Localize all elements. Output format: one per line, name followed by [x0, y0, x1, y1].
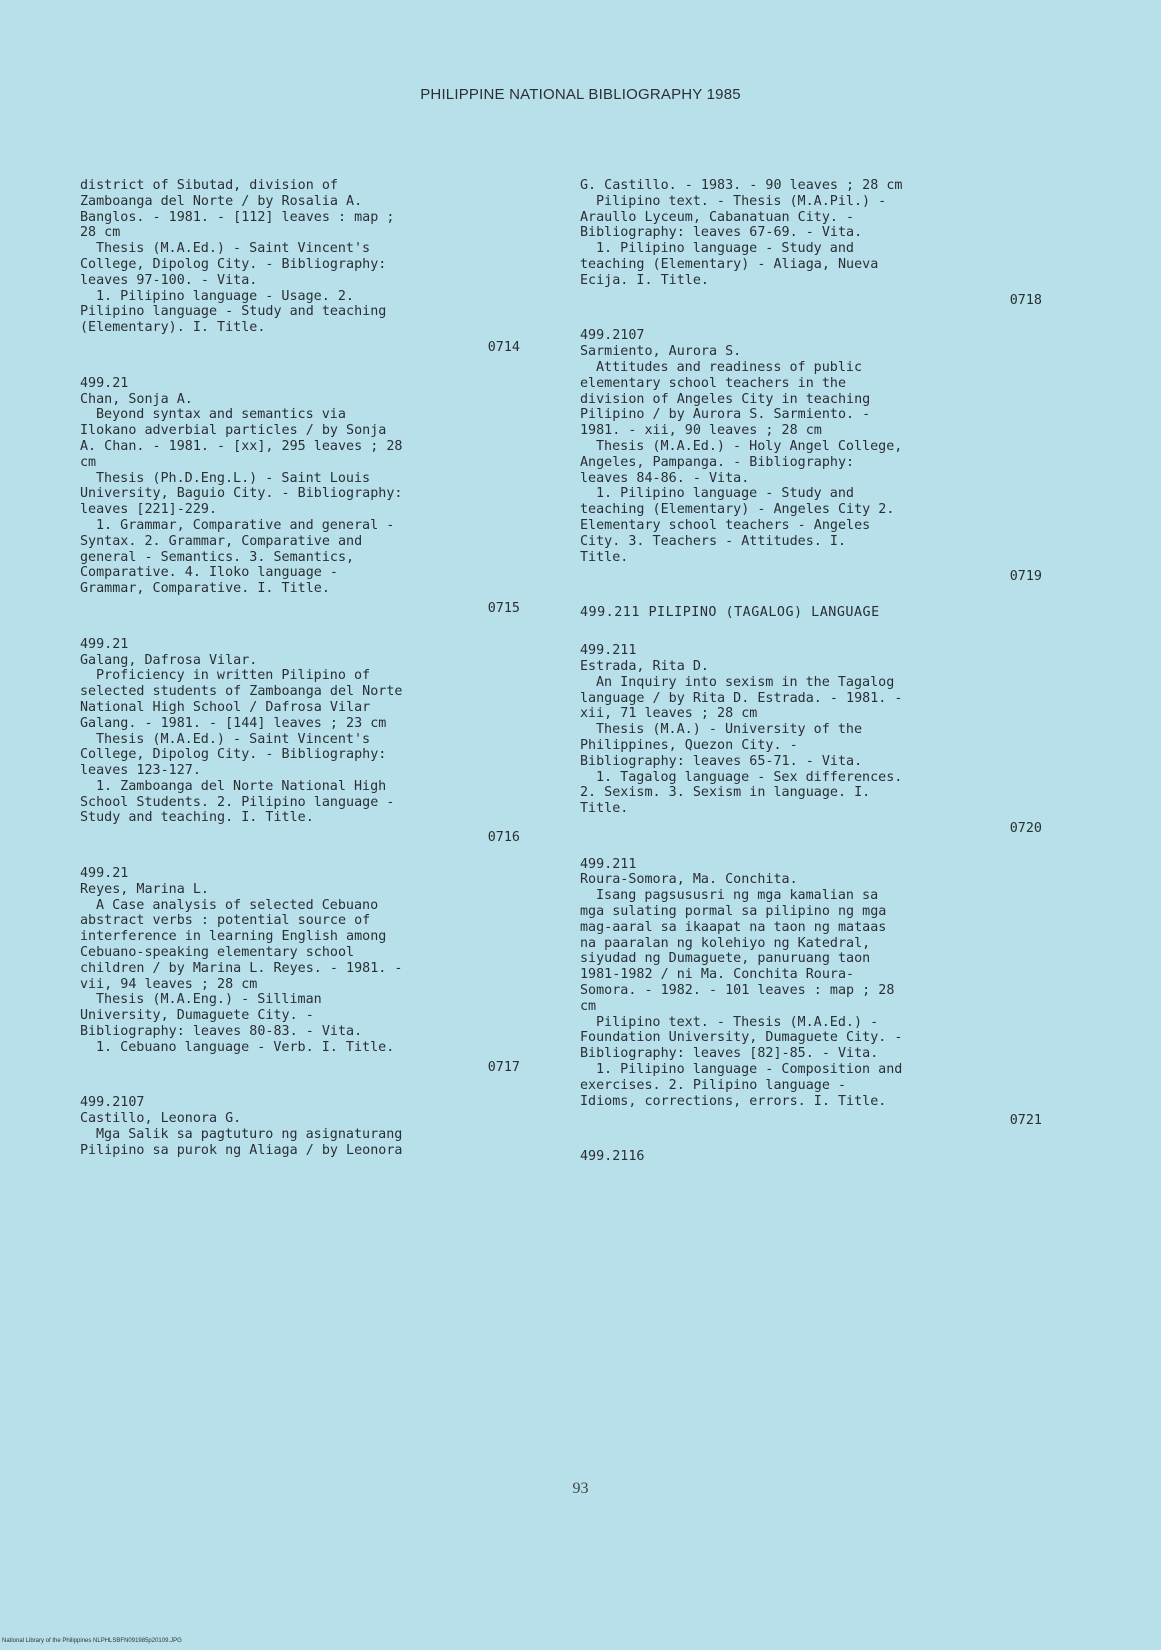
- note-line: Bibliography: leaves 80-83. - Vita.: [80, 1024, 363, 1040]
- page-header: PHILIPPINE NATIONAL BIBLIOGRAPHY 1985: [420, 86, 741, 103]
- title-line: A. Chan. - 1981. - [xx], 295 leaves ; 28: [80, 438, 403, 454]
- author: Roura-Somora, Ma. Conchita.: [580, 872, 798, 888]
- call-number: 499.211: [580, 643, 637, 659]
- title-line: selected students of Zamboanga del Norte: [80, 684, 403, 700]
- call-number: 499.2107: [80, 1095, 145, 1111]
- subject-line: 1. Pilipino language - Study and: [596, 241, 854, 257]
- note-line: Thesis (M.A.Ed.) - Saint Vincent's: [96, 241, 371, 257]
- subject-line: teaching (Elementary) - Angeles City 2.: [580, 502, 895, 518]
- author: Castillo, Leonora G.: [80, 1111, 242, 1127]
- entry-number: 0714: [487, 339, 520, 355]
- subject-line: 2. Sexism. 3. Sexism in language. I.: [580, 785, 871, 801]
- bib-entry: [80, 178, 520, 356]
- title-line: 1981. - xii, 90 leaves ; 28 cm: [580, 423, 822, 439]
- title-line: cm: [80, 454, 97, 470]
- title-line: children / by Marina L. Reyes. - 1981. -: [80, 960, 403, 976]
- title-line: xii, 71 leaves ; 28 cm: [580, 706, 758, 722]
- subject-line: Idioms, corrections, errors. I. Title.: [580, 1093, 887, 1109]
- note-line: Angeles, Pampanga. - Bibliography:: [580, 454, 855, 470]
- subject-line: 1. Pilipino language - Composition and: [596, 1062, 903, 1078]
- call-number: 499.21: [80, 866, 129, 882]
- subject-line: School Students. 2. Pilipino language -: [80, 794, 395, 810]
- left-entries: [80, 178, 520, 1075]
- subject-line: 1. Pilipino language - Usage. 2.: [96, 288, 354, 304]
- note-line: Bibliography: leaves [82]-85. - Vita.: [580, 1046, 879, 1062]
- subject-line: teaching (Elementary) - Aliaga, Nueva: [580, 256, 879, 272]
- title-line: vii, 94 leaves ; 28 cm: [80, 976, 258, 992]
- title-line: Proficiency in written Pilipino of: [96, 668, 371, 684]
- note-line: leaves 123-127.: [80, 763, 201, 779]
- title-line: Zamboanga del Norte / by Rosalia A.: [80, 193, 363, 209]
- subject-line: Title.: [580, 801, 629, 817]
- subject-line: Ecija. I. Title.: [580, 272, 709, 288]
- note-line: leaves 97-100. - Vita.: [80, 272, 258, 288]
- bib-entry: [580, 178, 1042, 308]
- title-line: Pilipino / by Aurora S. Sarmiento. -: [580, 407, 871, 423]
- author: Reyes, Marina L.: [80, 881, 209, 897]
- note-line: College, Dipolog City. - Bibliography:: [80, 256, 387, 272]
- entry-number: 0720: [1009, 820, 1042, 836]
- entry-number: 0719: [1009, 569, 1042, 585]
- subject-line: general - Semantics. 3. Semantics,: [80, 549, 355, 565]
- right-entries-2: [580, 643, 1042, 1129]
- call-number: 499.2107: [580, 328, 645, 344]
- call-number: 499.211: [580, 856, 637, 872]
- page-number: 93: [572, 1480, 589, 1497]
- subject-line: 1. Pilipino language - Study and: [596, 486, 854, 502]
- note-line: Bibliography: leaves 65-71. - Vita.: [580, 753, 863, 769]
- title-line: G. Castillo. - 1983. - 90 leaves ; 28 cm: [580, 178, 903, 193]
- note-line: Pilipino text. - Thesis (M.A.Pil.) -: [596, 193, 887, 209]
- title-line: Mga Salik sa pagtuturo ng asignaturang: [96, 1127, 403, 1143]
- section-heading: 499.211 PILIPINO (TAGALOG) LANGUAGE: [580, 605, 880, 621]
- note-line: Thesis (M.A.Ed.) - Holy Angel College,: [596, 438, 903, 454]
- title-line: 28 cm: [80, 225, 121, 241]
- subject-line: Syntax. 2. Grammar, Comparative and: [80, 533, 363, 549]
- title-line: 1981-1982 / ni Ma. Conchita Roura-: [580, 967, 855, 983]
- title-line: A Case analysis of selected Cebuano: [96, 897, 379, 913]
- title-line: district of Sibutad, division of: [80, 178, 338, 193]
- subject-line: 1. Tagalog language - Sex differences.: [596, 769, 903, 785]
- title-line: Galang. - 1981. - [144] leaves ; 23 cm: [80, 715, 387, 731]
- title-line: abstract verbs : potential source of: [80, 913, 371, 929]
- entry-number: 0715: [487, 600, 520, 616]
- note-line: Thesis (M.A.) - University of the: [596, 722, 863, 738]
- note-line: Thesis (M.A.Ed.) - Saint Vincent's: [96, 731, 371, 747]
- call-number: 499.21: [80, 375, 129, 391]
- footer-caption: National Library of the Philippines NLPHLSBFN091985p20109.JPG: [2, 1638, 182, 1644]
- note-line: Thesis (M.A.Eng.) - Silliman: [96, 992, 322, 1008]
- note-line: Bibliography: leaves 67-69. - Vita.: [580, 225, 863, 241]
- bib-entry: [580, 643, 1042, 837]
- note-line: Pilipino text. - Thesis (M.A.Ed.) -: [596, 1014, 879, 1030]
- subject-line: Elementary school teachers - Angeles: [580, 517, 871, 533]
- note-line: Foundation University, Dumaguete City. -: [580, 1030, 903, 1046]
- note-line: University, Dumaguete City. -: [80, 1008, 314, 1024]
- note-line: leaves 84-86. - Vita.: [580, 470, 750, 486]
- left-column: [80, 178, 520, 1159]
- title-line: Pilipino sa purok ng Aliaga / by Leonora: [80, 1143, 403, 1159]
- title-line: Banglos. - 1981. - [112] leaves : map ;: [80, 209, 395, 225]
- subject-line: Title.: [580, 549, 629, 565]
- title-line: Cebuano-speaking elementary school: [80, 945, 355, 961]
- author: Galang, Dafrosa Vilar.: [80, 652, 258, 668]
- subject-line: exercises. 2. Pilipino language -: [580, 1077, 847, 1093]
- note-line: Araullo Lyceum, Cabanatuan City. -: [580, 209, 855, 225]
- title-line: mag-aaral sa ikaapat na taon ng mataas: [580, 919, 887, 935]
- title-line: Ilokano adverbial particles / by Sonja: [80, 423, 387, 439]
- subject-line: Comparative. 4. Iloko language -: [80, 565, 338, 581]
- entry-number: 0718: [1009, 292, 1042, 308]
- title-line: interference in learning English among: [80, 929, 387, 945]
- subject-line: 1. Grammar, Comparative and general -: [96, 517, 395, 533]
- title-line: National High School / Dafrosa Vilar: [80, 699, 371, 715]
- title-line: mga sulating pormal sa pilipino ng mga: [580, 904, 887, 920]
- title-line: Somora. - 1982. - 101 leaves : map ; 28: [580, 983, 895, 999]
- entry-number: 0717: [487, 1059, 520, 1075]
- title-line: language / by Rita D. Estrada. - 1981. -: [580, 690, 903, 706]
- title-line: elementary school teachers in the: [580, 375, 847, 391]
- subject-line: Study and teaching. I. Title.: [80, 810, 314, 826]
- bib-entry: [80, 866, 520, 1075]
- note-line: leaves [221]-229.: [80, 502, 218, 518]
- subject-line: (Elementary). I. Title.: [80, 320, 266, 336]
- subject-line: Pilipino language - Study and teaching: [80, 304, 387, 320]
- entry-number: 0716: [487, 830, 520, 846]
- note-line: Thesis (Ph.D.Eng.L.) - Saint Louis: [96, 470, 371, 486]
- bib-entry: [580, 328, 1042, 585]
- title-line: division of Angeles City in teaching: [580, 391, 871, 407]
- author: Chan, Sonja A.: [80, 391, 193, 407]
- author: Estrada, Rita D.: [580, 658, 709, 674]
- bib-entry: [80, 376, 520, 617]
- title-line: Beyond syntax and semantics via: [96, 407, 346, 423]
- title-line: siyudad ng Dumaguete, panuruang taon: [580, 951, 871, 967]
- subject-line: 1. Cebuano language - Verb. I. Title.: [96, 1039, 395, 1055]
- left-tail-entry: [80, 1095, 520, 1159]
- author: Sarmiento, Aurora S.: [580, 344, 742, 360]
- call-number: 499.21: [80, 636, 129, 652]
- subject-line: City. 3. Teachers - Attitudes. I.: [580, 533, 847, 549]
- title-line: cm: [580, 998, 597, 1014]
- right-entries: [580, 178, 1042, 585]
- title-line: Attitudes and readiness of public: [596, 359, 863, 375]
- note-line: Philippines, Quezon City. -: [580, 737, 798, 753]
- right-tail-entry: 499.2116: [580, 1149, 645, 1165]
- title-line: An Inquiry into sexism in the Tagalog: [596, 674, 895, 690]
- note-line: College, Dipolog City. - Bibliography:: [80, 747, 387, 763]
- bib-entry: [80, 637, 520, 846]
- title-line: na paaralan ng kolehiyo ng Katedral,: [580, 935, 871, 951]
- note-line: University, Baguio City. - Bibliography:: [80, 486, 403, 502]
- subject-line: Grammar, Comparative. I. Title.: [80, 581, 330, 597]
- bib-entry: [580, 857, 1042, 1130]
- entry-number: 0721: [1009, 1113, 1042, 1129]
- subject-line: 1. Zamboanga del Norte National High: [96, 778, 387, 794]
- title-line: Isang pagsususri ng mga kamalian sa: [596, 888, 879, 904]
- right-column: [580, 178, 1042, 1165]
